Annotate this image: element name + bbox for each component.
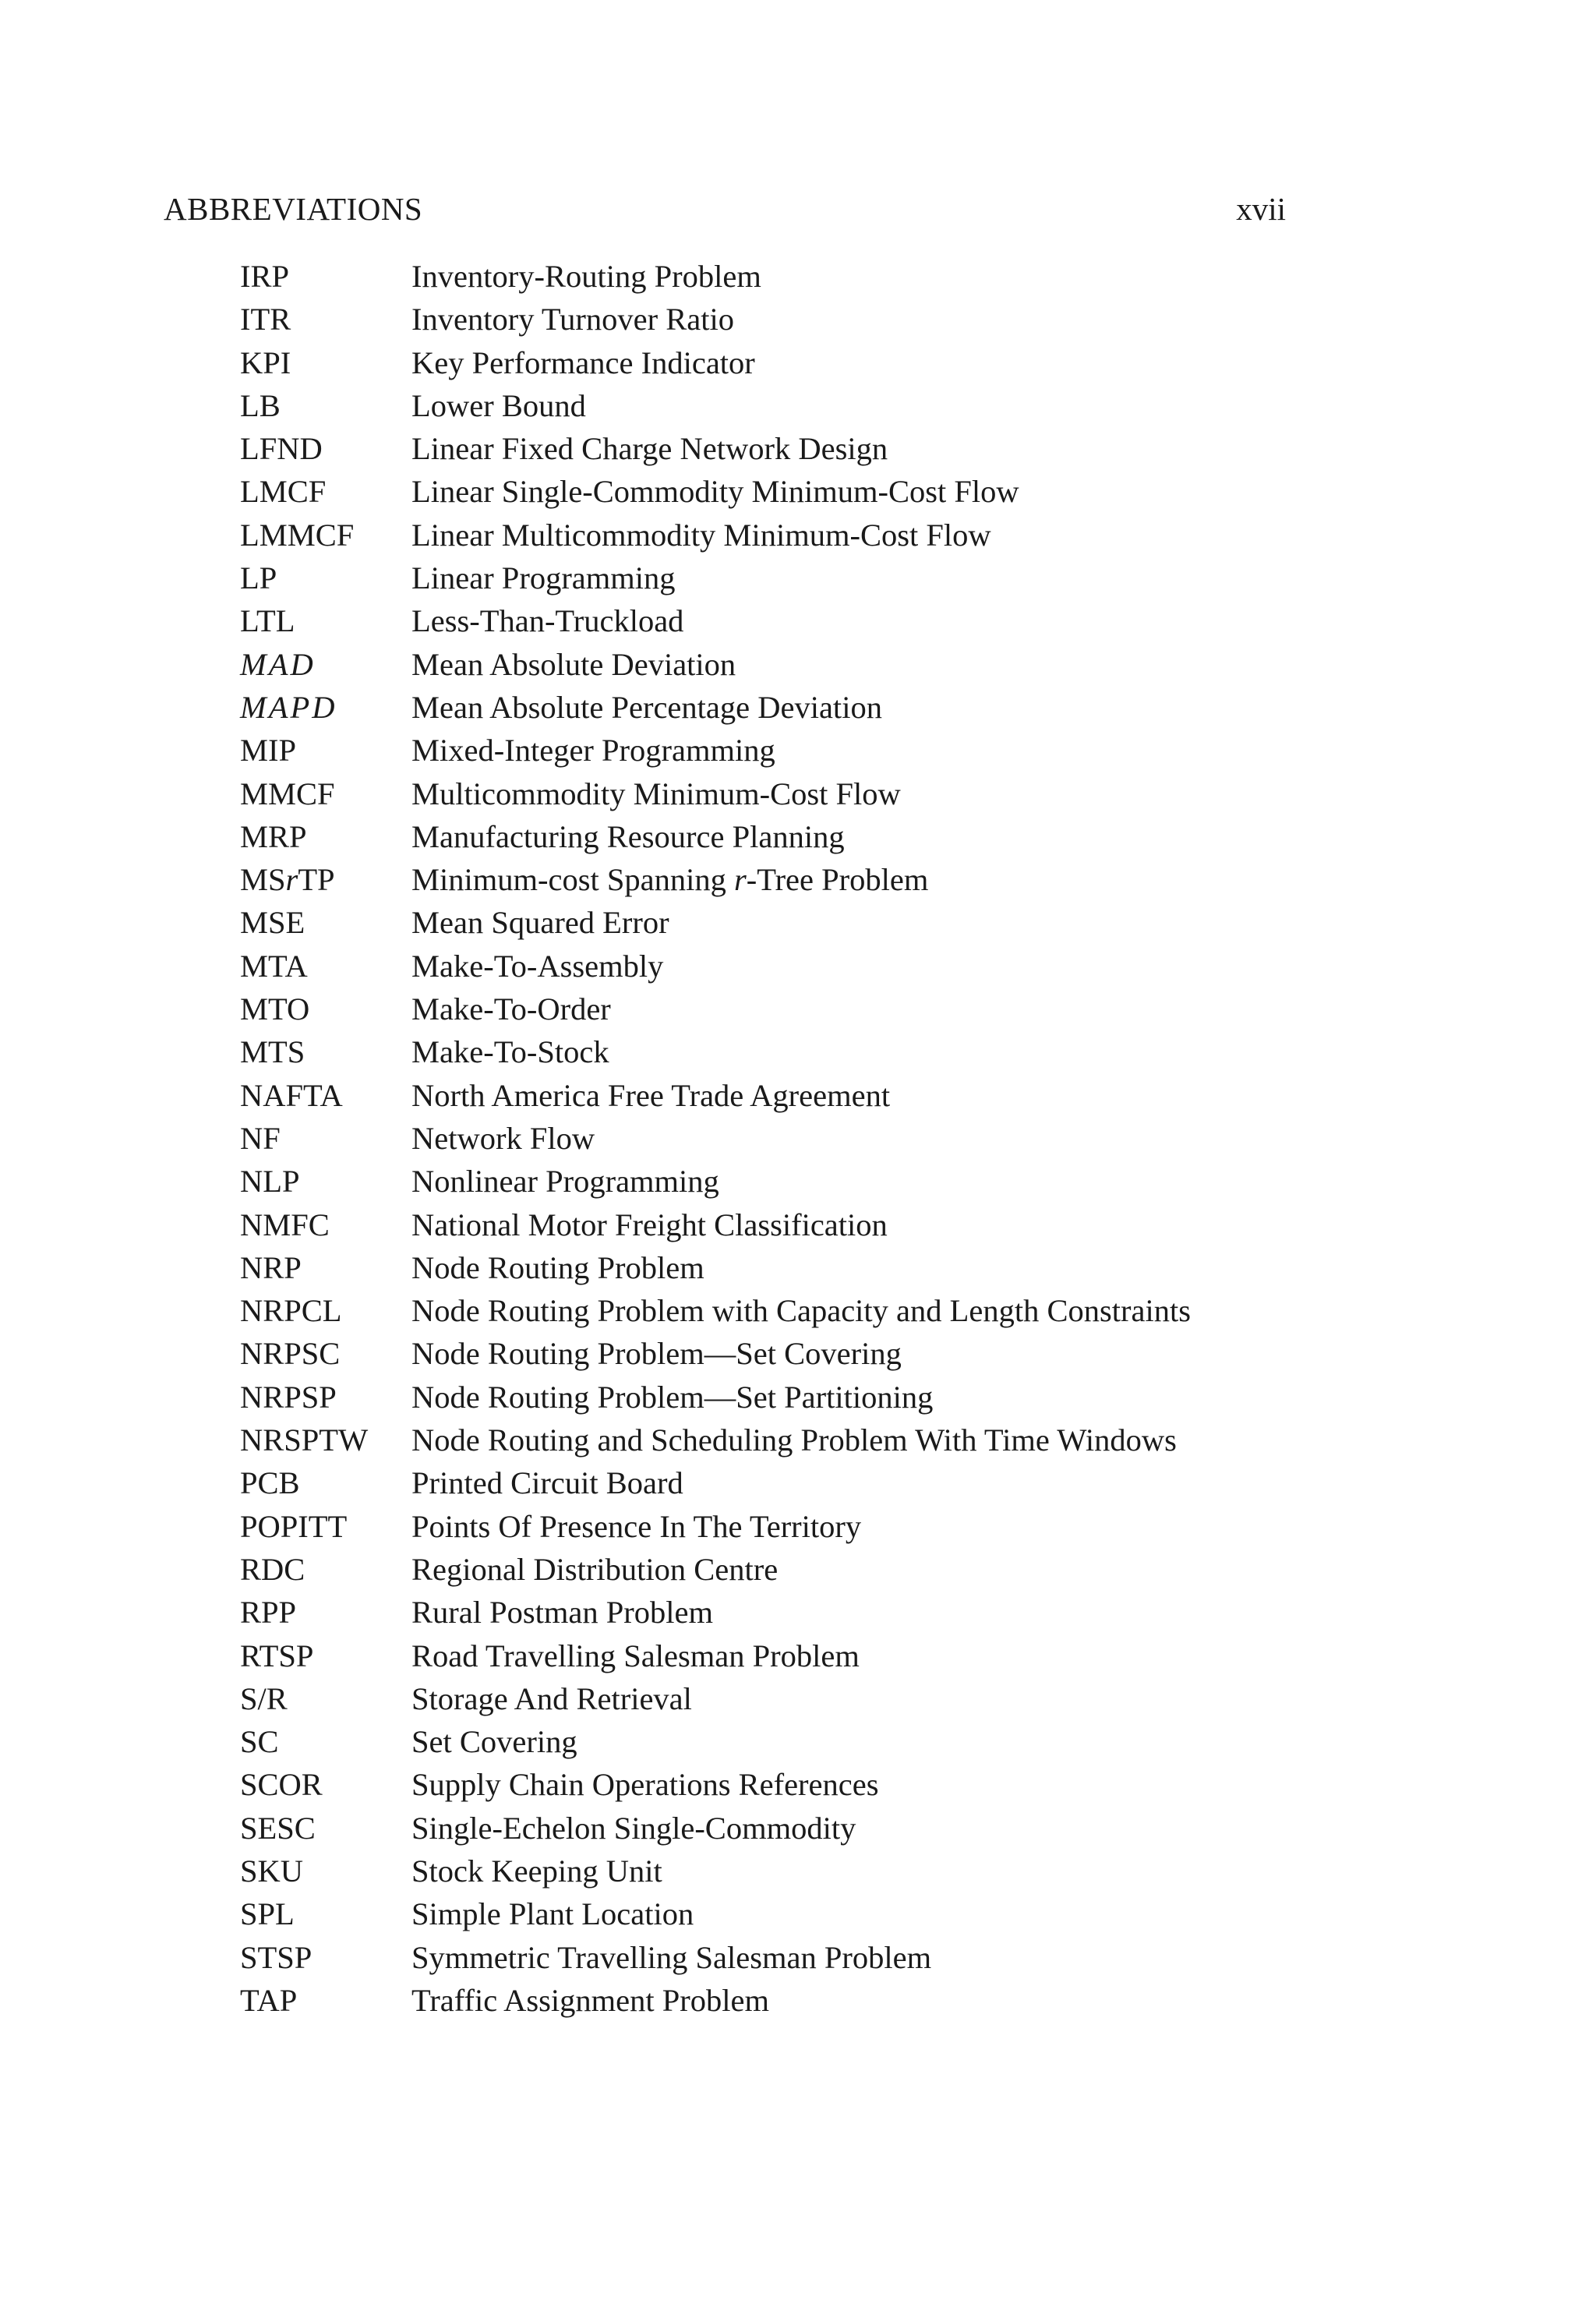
abbreviation-term: NRPSP <box>240 1379 337 1415</box>
abbreviation-term: NF <box>240 1120 281 1156</box>
running-head <box>164 187 1286 231</box>
abbreviation-term: MAD <box>240 646 316 682</box>
abbreviation-row <box>240 988 1331 1030</box>
abbreviation-row <box>240 557 1331 599</box>
abbreviation-expansion: Key Performance Indicator <box>411 345 755 380</box>
abbreviation-term: S/R <box>240 1680 288 1716</box>
abbreviation-term: SPL <box>240 1896 295 1932</box>
abbreviation-expansion: Less-Than-Truckload <box>411 603 684 639</box>
abbreviation-row <box>240 470 1331 513</box>
abbreviation-term: NRPSC <box>240 1336 341 1372</box>
abbreviation-expansion: North America Free Trade Agreement <box>411 1077 891 1113</box>
abbreviation-row <box>240 1419 1331 1461</box>
page-number: xvii <box>1236 191 1286 227</box>
abbreviation-term: RDC <box>240 1551 305 1587</box>
abbreviation-expansion: Rural Postman Problem <box>411 1595 713 1631</box>
abbreviation-term: TAP <box>240 1982 298 2018</box>
abbreviation-expansion: Linear Fixed Charge Network Design <box>411 431 888 467</box>
abbreviation-expansion: Storage And Retrieval <box>411 1680 692 1716</box>
abbreviation-expansion: Minimum-cost Spanning r-Tree Problem <box>411 862 929 898</box>
abbreviation-term: MSE <box>240 905 305 941</box>
abbreviation-row <box>240 1763 1331 1806</box>
abbreviation-row <box>240 772 1331 815</box>
abbreviation-expansion: Mixed-Integer Programming <box>411 733 775 769</box>
abbreviation-term: NAFTA <box>240 1077 343 1113</box>
abbreviation-expansion: Mean Squared Error <box>411 905 669 941</box>
abbreviation-term: NRPCL <box>240 1293 342 1329</box>
abbreviation-expansion: Make-To-Stock <box>411 1034 609 1070</box>
abbreviation-row <box>240 858 1331 901</box>
abbreviation-expansion: Set Covering <box>411 1724 577 1760</box>
abbreviation-expansion: Linear Programming <box>411 560 676 596</box>
abbreviation-row <box>240 1203 1331 1246</box>
abbreviation-row <box>240 384 1331 427</box>
abbreviation-expansion: Road Travelling Salesman Problem <box>411 1638 860 1673</box>
abbreviation-expansion: Mean Absolute Deviation <box>411 646 736 682</box>
abbreviation-term: SKU <box>240 1853 304 1889</box>
abbreviation-term: MSrTP <box>240 862 335 898</box>
abbreviation-row <box>240 1074 1331 1117</box>
abbreviation-term: MTA <box>240 948 308 984</box>
abbreviation-row <box>240 1591 1331 1634</box>
abbreviation-term: MTO <box>240 991 310 1027</box>
abbreviation-row <box>240 1332 1331 1375</box>
abbreviation-row <box>240 643 1331 686</box>
abbreviation-expansion: Inventory Turnover Ratio <box>411 302 734 337</box>
abbreviation-term: NLP <box>240 1164 300 1200</box>
abbreviation-expansion: Node Routing Problem—Set Covering <box>411 1336 902 1372</box>
abbreviation-term: LFND <box>240 431 323 467</box>
abbreviation-expansion: Points Of Presence In The Territory <box>411 1508 862 1544</box>
abbreviation-term: PCB <box>240 1465 300 1501</box>
abbreviation-expansion: Node Routing Problem <box>411 1249 704 1285</box>
abbreviation-row <box>240 1807 1331 1850</box>
abbreviation-row <box>240 1376 1331 1419</box>
abbreviation-expansion: Supply Chain Operations References <box>411 1767 879 1803</box>
abbreviation-expansion: Inventory-Routing Problem <box>411 259 761 294</box>
abbreviation-expansion: Regional Distribution Centre <box>411 1551 779 1587</box>
abbreviation-expansion: Nonlinear Programming <box>411 1164 719 1200</box>
abbreviation-term: MTS <box>240 1034 305 1070</box>
section-title: ABBREVIATIONS <box>164 191 423 227</box>
abbreviation-row <box>240 1677 1331 1720</box>
abbreviation-row <box>240 1160 1331 1203</box>
abbreviation-row <box>240 255 1331 298</box>
abbreviation-term: SCOR <box>240 1767 323 1803</box>
abbreviation-expansion: Multicommodity Minimum-Cost Flow <box>411 776 901 811</box>
abbreviation-term: MRP <box>240 818 307 854</box>
abbreviation-expansion: Traffic Assignment Problem <box>411 1982 770 2018</box>
abbreviation-list <box>240 255 1331 2022</box>
abbreviation-row <box>240 686 1331 729</box>
abbreviation-row <box>240 298 1331 341</box>
abbreviation-term: ITR <box>240 302 291 337</box>
abbreviation-expansion: Single-Echelon Single-Commodity <box>411 1810 856 1846</box>
abbreviation-term: LTL <box>240 603 295 639</box>
abbreviation-term: POPITT <box>240 1508 348 1544</box>
abbreviation-row <box>240 427 1331 470</box>
abbreviation-term: LB <box>240 387 281 423</box>
abbreviation-expansion: Stock Keeping Unit <box>411 1853 662 1889</box>
abbreviation-term: NRP <box>240 1249 302 1285</box>
abbreviation-row <box>240 341 1331 384</box>
abbreviation-term: IRP <box>240 259 290 294</box>
abbreviation-row <box>240 1117 1331 1160</box>
abbreviation-expansion: Manufacturing Resource Planning <box>411 818 845 854</box>
abbreviation-row <box>240 1850 1331 1892</box>
abbreviation-row <box>240 1461 1331 1504</box>
abbreviation-term: STSP <box>240 1939 312 1975</box>
abbreviation-expansion: Simple Plant Location <box>411 1896 694 1932</box>
abbreviation-term: MMCF <box>240 776 335 811</box>
abbreviation-row <box>240 945 1331 988</box>
abbreviation-term: SESC <box>240 1810 316 1846</box>
abbreviation-term: SC <box>240 1724 279 1760</box>
abbreviation-term: KPI <box>240 345 291 380</box>
abbreviation-row <box>240 1548 1331 1591</box>
abbreviation-expansion: Network Flow <box>411 1120 595 1156</box>
abbreviation-row <box>240 729 1331 772</box>
abbreviation-term: MIP <box>240 733 297 769</box>
abbreviation-row <box>240 1246 1331 1289</box>
abbreviation-term: RTSP <box>240 1638 314 1673</box>
abbreviation-expansion: Linear Multicommodity Minimum-Cost Flow <box>411 517 991 553</box>
abbreviation-term: NRSPTW <box>240 1422 369 1458</box>
abbreviation-row <box>240 815 1331 858</box>
abbreviation-expansion: National Motor Freight Classification <box>411 1207 888 1242</box>
abbreviation-expansion: Lower Bound <box>411 387 586 423</box>
abbreviation-row <box>240 901 1331 944</box>
abbreviation-term: LMCF <box>240 474 327 510</box>
abbreviation-term: NMFC <box>240 1207 330 1242</box>
abbreviation-expansion: Mean Absolute Percentage Deviation <box>411 689 882 725</box>
abbreviation-term: MAPD <box>240 689 337 725</box>
abbreviation-expansion: Linear Single-Commodity Minimum-Cost Flow <box>411 474 1019 510</box>
abbreviation-expansion: Make-To-Order <box>411 991 611 1027</box>
abbreviation-expansion: Printed Circuit Board <box>411 1465 683 1501</box>
abbreviation-row <box>240 1505 1331 1548</box>
abbreviation-term: RPP <box>240 1595 297 1631</box>
abbreviation-expansion: Node Routing Problem—Set Partitioning <box>411 1379 934 1415</box>
abbreviation-row <box>240 1289 1331 1332</box>
abbreviation-row <box>240 1030 1331 1073</box>
abbreviation-row <box>240 1979 1331 2022</box>
abbreviation-term: LMMCF <box>240 517 355 553</box>
abbreviation-expansion: Make-To-Assembly <box>411 948 664 984</box>
abbreviation-row <box>240 1892 1331 1935</box>
abbreviation-row <box>240 1634 1331 1677</box>
abbreviation-row <box>240 1720 1331 1763</box>
abbreviation-expansion: Node Routing Problem with Capacity and Length Constraints <box>411 1293 1192 1329</box>
abbreviation-row <box>240 1936 1331 1979</box>
abbreviation-term: LP <box>240 560 277 596</box>
abbreviation-row <box>240 599 1331 642</box>
abbreviation-row <box>240 514 1331 557</box>
abbreviation-expansion: Node Routing and Scheduling Problem With Time Windows <box>411 1422 1177 1458</box>
abbreviation-expansion: Symmetric Travelling Salesman Problem <box>411 1939 932 1975</box>
